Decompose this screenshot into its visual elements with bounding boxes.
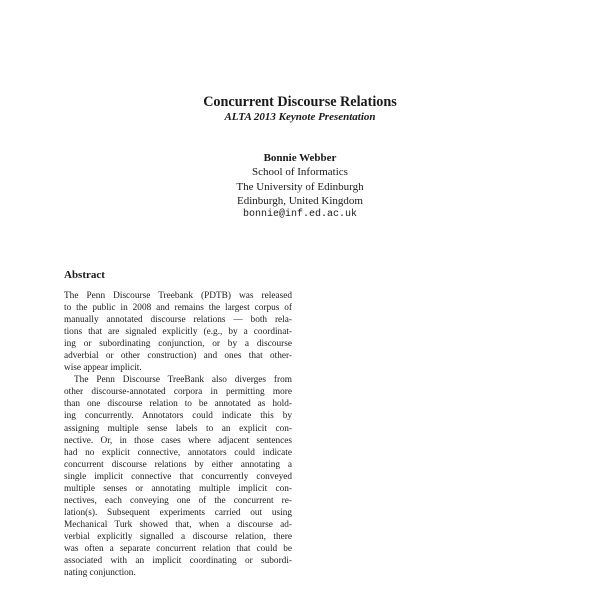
abstract-line: tions that are signaled explicitly (e.g., by a coordinat- [64, 327, 292, 338]
abstract-line: other discourse-annotated corpora in permitting more [64, 387, 292, 398]
abstract-line: The Penn Discourse Treebank (PDTB) was released [64, 291, 292, 301]
author-block [0, 151, 600, 222]
abstract-body [64, 290, 292, 579]
affiliation-line: School of Informatics [252, 166, 348, 179]
paper-title: Concurrent Discourse Relations [203, 94, 397, 110]
abstract-line: than one discourse relation to be annotated as hold- [64, 399, 292, 410]
abstract-line: assigning multiple sense labels to an explicit con- [64, 423, 292, 434]
abstract-line: adverbial or other construction) and ones that other- [64, 351, 292, 362]
abstract-line: associated with an implicit coordinating or subordi- [64, 556, 292, 567]
abstract-line: was often a separate concurrent relation that could be [64, 543, 292, 554]
affiliation-line: The University of Edinburgh [236, 180, 364, 193]
abstract-line: nectives, each conveying one of the concurrent re- [64, 495, 292, 506]
abstract-line: single implicit connective that concurrently conveyed [64, 471, 292, 482]
abstract-heading: Abstract [64, 269, 105, 281]
abstract-line: nating conjunction. [64, 568, 136, 579]
affiliation-line: Edinburgh, United Kingdom [237, 194, 363, 207]
abstract-line: to the public in 2008 and remains the largest corpus of [64, 303, 292, 314]
abstract-line: ing concurrently. Annotators could indicate this by [64, 411, 292, 422]
abstract-line: multiple senses or annotating multiple implicit con- [64, 483, 292, 494]
author-name: Bonnie Webber [263, 152, 337, 164]
abstract-line: had no explicit connective, annotators could indicate [64, 447, 292, 458]
author-email: bonnie@inf.ed.ac.uk [242, 209, 358, 221]
abstract-line: The Penn Discourse TreeBank also diverges from [74, 375, 292, 386]
paper-subtitle: ALTA 2013 Keynote Presentation [224, 111, 376, 123]
abstract-line: Mechanical Turk showed that, when a discourse ad- [64, 519, 292, 530]
abstract-line: lation(s). Subsequent experiments carried out using [64, 507, 292, 518]
abstract-line: nective. Or, in those cases where adjacent sentences [64, 435, 292, 446]
abstract-line: verbial explicitly signalled a discourse relation, there [64, 531, 292, 542]
abstract-line: concurrent discourse relations by either annotating a [64, 459, 292, 470]
abstract-line: ing or subordinating conjunction, or by a discourse [64, 339, 292, 350]
abstract-line: manually annotated discourse relations — both rela- [64, 315, 292, 326]
abstract-line: wise appear implicit. [64, 363, 142, 374]
